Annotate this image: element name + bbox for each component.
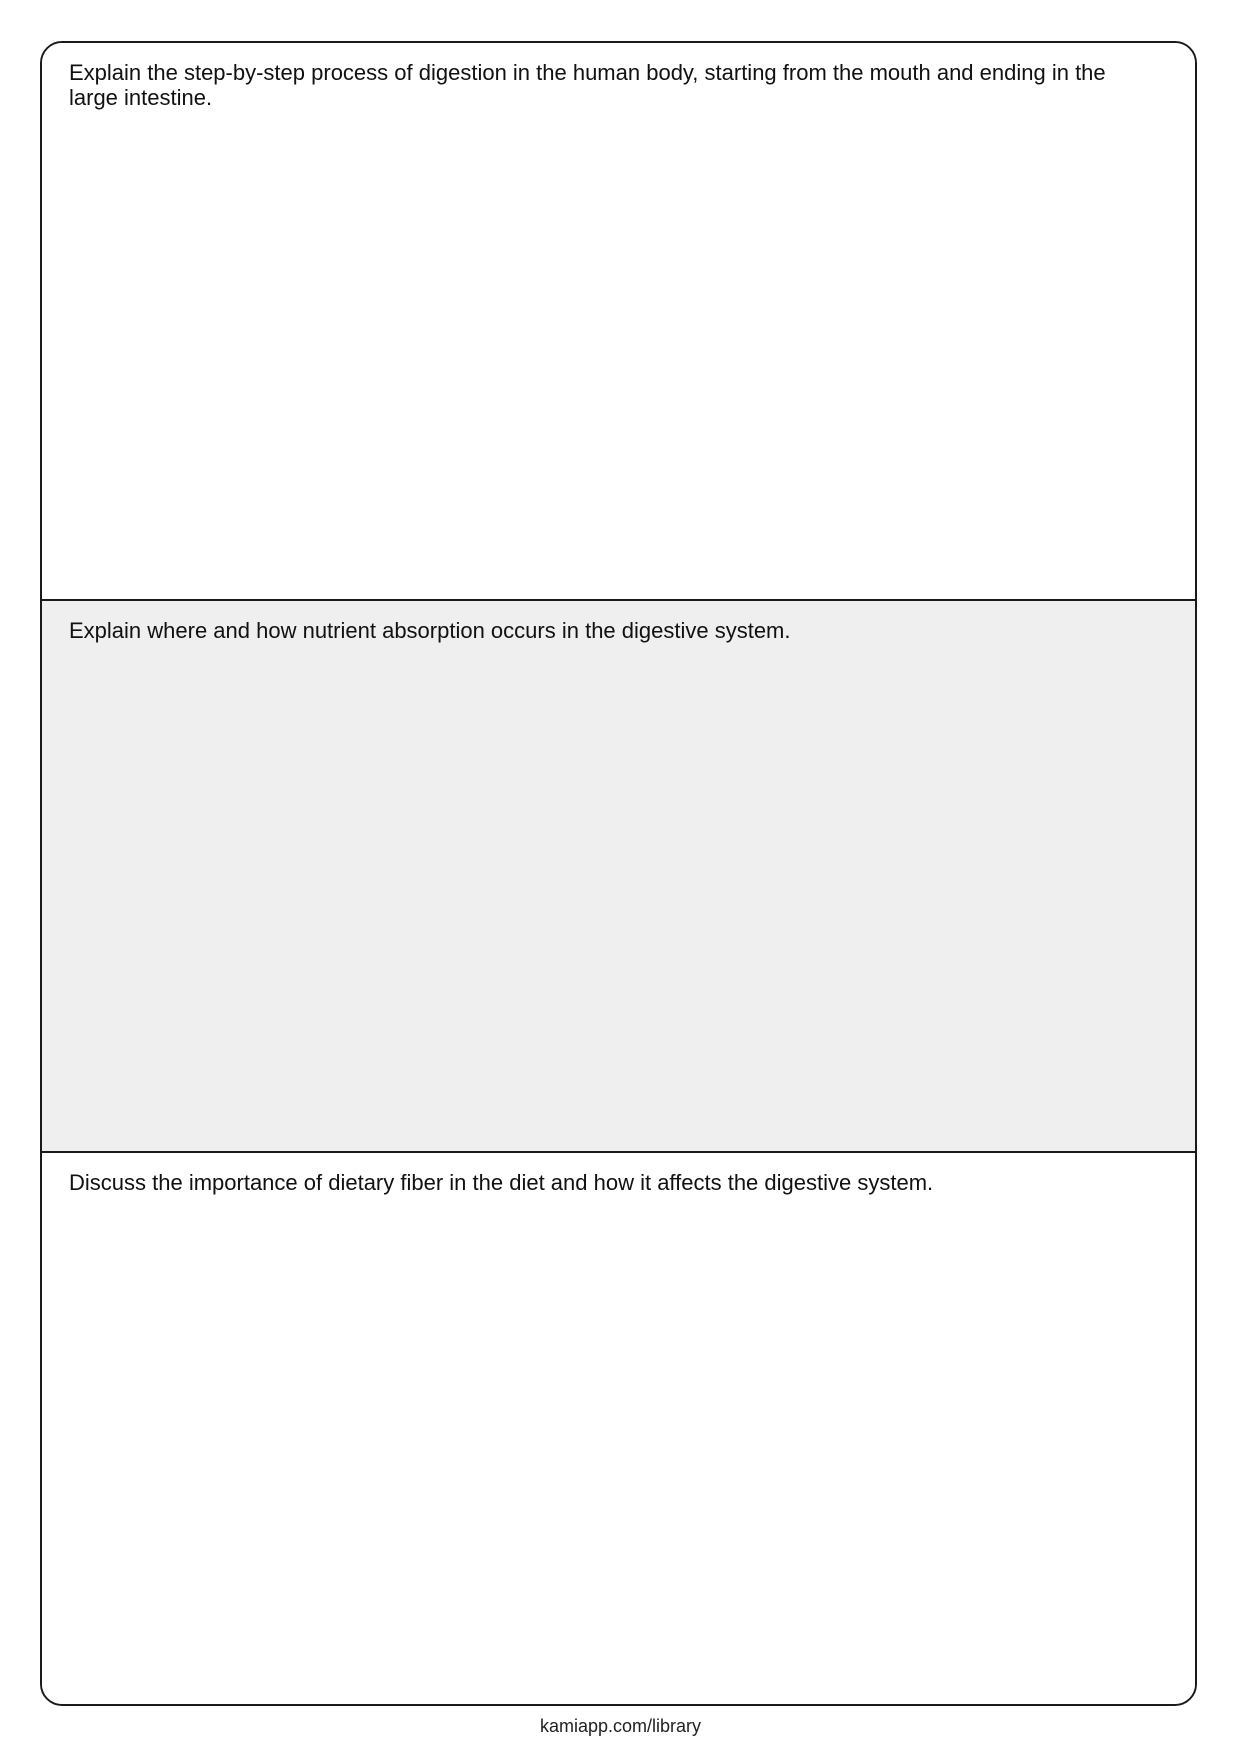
question-box-3[interactable] <box>42 1153 1195 1704</box>
question-prompt-1: Explain the step-by-step process of digestion in the human body, starting from the mouth and ending in the large intestine. <box>69 60 1106 110</box>
question-prompt-2: Explain where and how nutrient absorption occurs in the digestive system. <box>69 618 791 643</box>
worksheet-frame <box>40 41 1197 1706</box>
question-box-1[interactable] <box>42 43 1195 599</box>
footer-link[interactable]: kamiapp.com/library <box>539 1716 702 1736</box>
question-prompt-3: Discuss the importance of dietary fiber in the diet and how it affects the digestive system. <box>69 1170 934 1195</box>
question-box-2[interactable] <box>42 599 1195 1153</box>
